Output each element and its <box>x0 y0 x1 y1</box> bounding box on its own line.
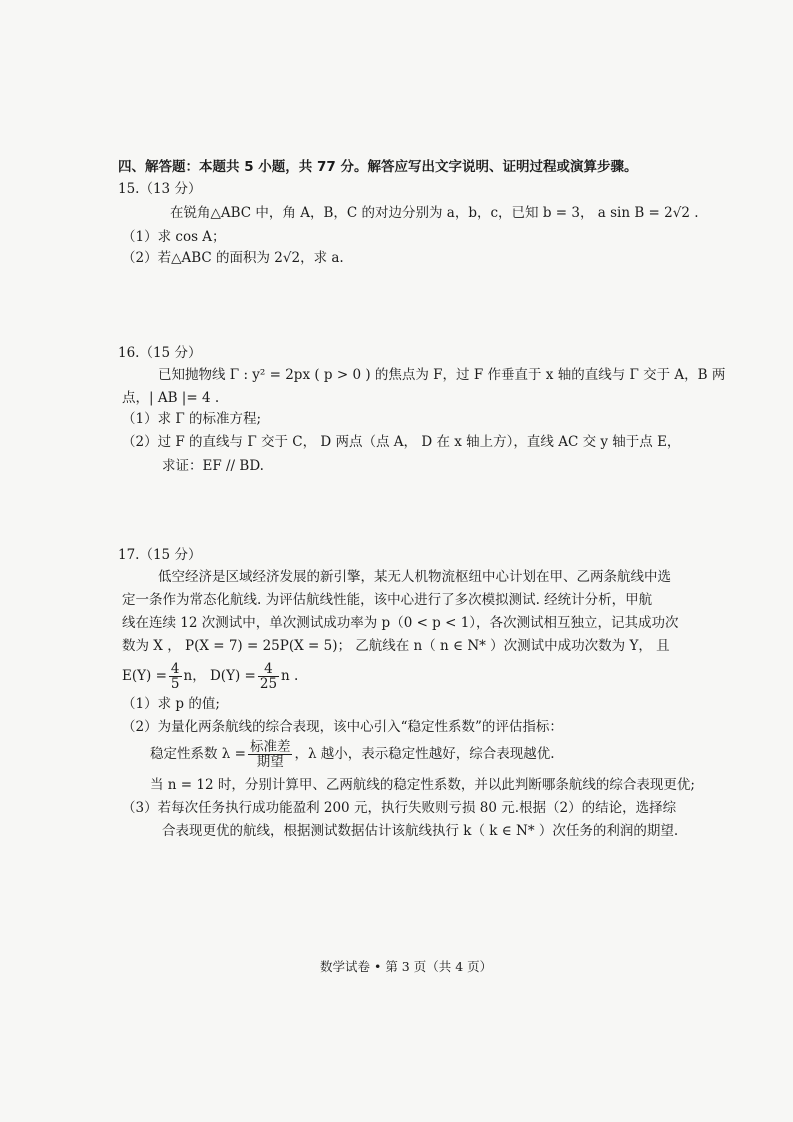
q15-number: 15.（13 分） <box>118 181 202 197</box>
q17-stem-line4: 数为 X ， P(X = 7) = 25P(X = 5)； 乙航线在 n（ n ∈ N* ）次测试中成功次数为 Y， 且 <box>122 638 670 654</box>
ey-denominator: 5 <box>170 676 180 692</box>
q17-stem-line3: 线在连续 12 次测试中，单次测试成功率为 p（0 < p < 1），各次测试相互独立，记其成功次 <box>122 615 679 631</box>
page-footer: 数学试卷 • 第 3 页（共 4 页） <box>320 959 493 974</box>
q15-part1: （1）求 cos A； <box>122 229 226 245</box>
q15-stem: 在锐角△ABC 中，角 A，B，C 的对边分别为 a，b，c，已知 b = 3， a sin B = 2√2 . <box>170 205 699 221</box>
q17-stem-line1: 低空经济是区域经济发展的新引擎，某无人机物流枢纽中心计划在甲、乙两条航线中选 <box>158 569 671 585</box>
q16-number: 16.（15 分） <box>118 345 202 361</box>
q17-part2-tail: 当 n = 12 时，分别计算甲、乙两航线的稳定性系数，并以此判断哪条航线的综合表现更优; <box>150 777 695 793</box>
q17-stability-formula <box>150 738 555 770</box>
q17-part3-line2: 合表现更优的航线，根据测试数据估计该航线执行 k（ k ∈ N* ）次任务的利润的期望. <box>162 823 679 839</box>
ey-suffix: n， D(Y) = <box>183 668 256 684</box>
q17-part3-line1: （3）若每次任务执行成功能盈利 200 元，执行失败则亏损 80 元.根据（2）的结论，选择综 <box>122 800 677 816</box>
stability-fraction <box>248 740 293 769</box>
q17-number: 17.（15 分） <box>118 547 202 563</box>
q16-stem-line2: 点，| AB |= 4 . <box>122 390 220 406</box>
q17-part2: （2）为量化两条航线的综合表现，该中心引入“稳定性系数”的评估指标： <box>122 719 563 735</box>
section-header: 四、解答题：本题共 5 小题，共 77 分。解答应写出文字说明、证明过程或演算步骤。 <box>118 159 638 175</box>
q16-part2-line2: 求证：EF // BD. <box>162 458 264 474</box>
q17-expectation-variance <box>122 660 298 692</box>
q17-stem-line2: 定一条作为常态化航线. 为评估航线性能，该中心进行了多次模拟测试. 经统计分析，甲航 <box>122 592 653 608</box>
dy-fraction <box>258 662 279 691</box>
dy-denominator: 25 <box>259 676 278 692</box>
stability-denominator: 期望 <box>256 754 284 770</box>
ey-fraction <box>169 662 182 691</box>
stability-prefix: 稳定性系数 λ = <box>150 746 246 762</box>
q17-part1: （1）求 p 的值; <box>122 696 220 712</box>
q16-part1: （1）求 Γ 的标准方程; <box>122 411 262 427</box>
q15-part2: （2）若△ABC 的面积为 2√2，求 a. <box>122 250 344 266</box>
stability-numerator: 标准差 <box>249 739 291 755</box>
dy-suffix: n . <box>281 668 299 684</box>
q16-part2-line1: （2）过 F 的直线与 Γ 交于 C， D 两点（点 A， D 在 x 轴上方），直线 AC 交 y 轴于点 E， <box>122 434 681 450</box>
stability-suffix: ，λ 越小，表示稳定性越好，综合表现越优. <box>294 746 555 762</box>
q16-stem-line1: 已知抛物线 Γ : y² = 2px ( p > 0 ) 的焦点为 F，过 F 作垂直于 x 轴的直线与 Γ 交于 A，B 两 <box>158 367 726 383</box>
ey-prefix: E(Y) = <box>122 668 167 684</box>
dy-numerator: 4 <box>258 662 279 677</box>
ey-numerator: 4 <box>170 661 180 677</box>
